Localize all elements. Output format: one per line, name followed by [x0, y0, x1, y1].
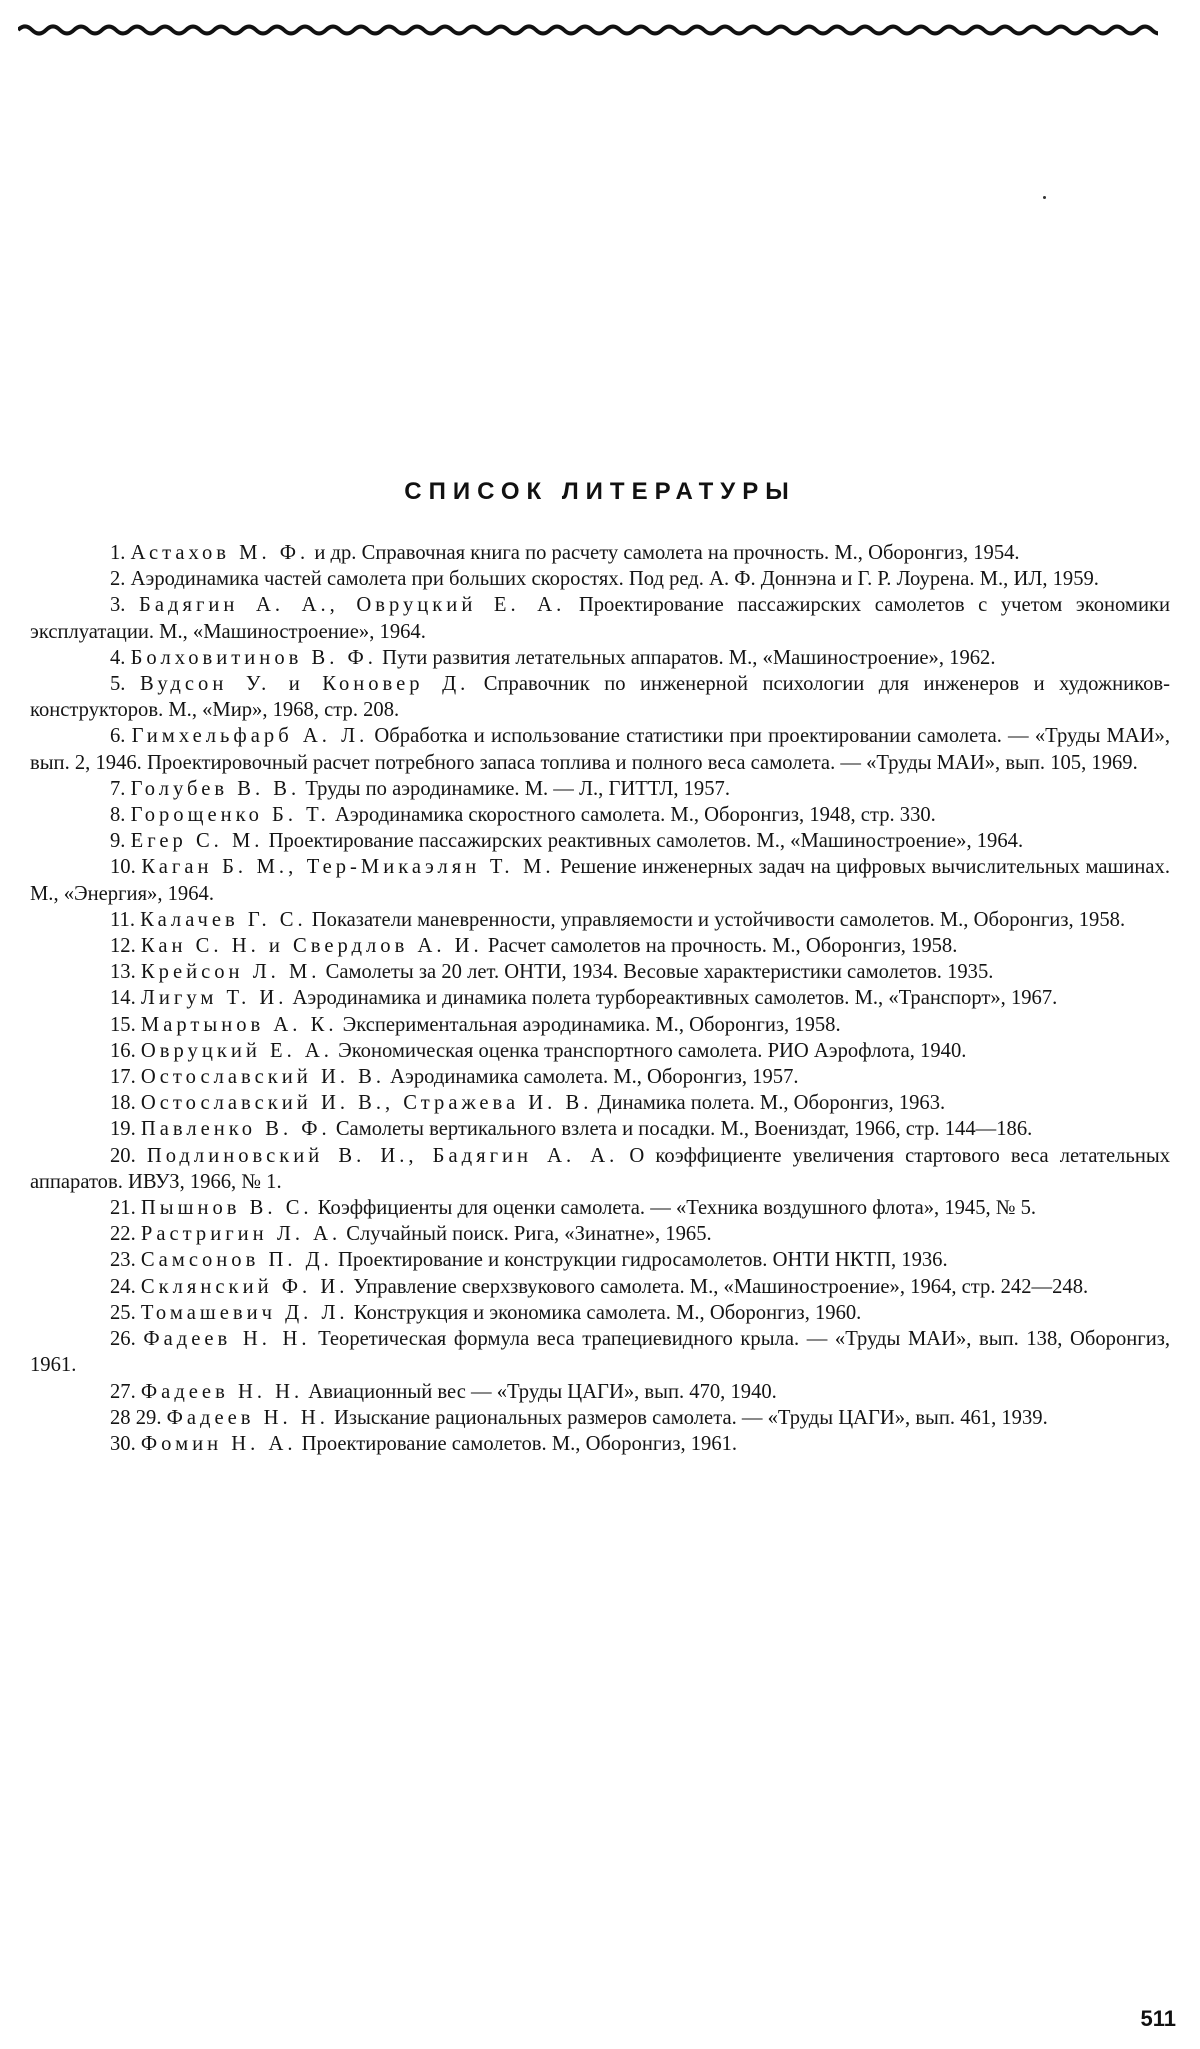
reference-authors: Болховитинов В. Ф.	[130, 646, 377, 669]
reference-entry	[30, 1195, 1170, 1221]
reference-text: Справочник по инженерной психологии для инженеров и художников-конструкторов. М., «Мир», 1968, стр. 208.	[30, 673, 1170, 722]
reference-entry	[30, 1090, 1170, 1116]
reference-number: 14.	[110, 987, 136, 1010]
reference-authors: Фадеев Н. Н.	[143, 1328, 311, 1351]
reference-list	[30, 540, 1170, 1457]
reference-entry	[30, 1116, 1170, 1142]
reference-authors: Голубев В. В.	[130, 777, 301, 800]
reference-number: 9.	[110, 830, 126, 853]
reference-number: 27.	[110, 1380, 136, 1403]
reference-text: Коэффициенты для оценки самолета. — «Техника воздушного флота», 1945, № 5.	[312, 1197, 1037, 1220]
reference-text: Конструкция и экономика самолета. М., Оборонгиз, 1960.	[348, 1301, 862, 1324]
reference-authors: Горощенко Б. Т.	[130, 804, 330, 827]
reference-entry	[30, 828, 1170, 854]
reference-authors: Вудсон У. и Коновер Д.	[139, 673, 470, 696]
reference-text: Динамика полета. М., Оборонгиз, 1963.	[592, 1092, 946, 1115]
reference-entry	[30, 907, 1170, 933]
reference-number: 5.	[110, 673, 126, 696]
reference-authors: Кан С. Н. и Свердлов А. И.	[140, 935, 483, 958]
reference-number: 30.	[110, 1432, 136, 1455]
reference-number: 10.	[110, 856, 136, 879]
reference-authors: Склянский Ф. И.	[140, 1275, 349, 1298]
reference-entry	[30, 566, 1170, 592]
reference-number: 15.	[110, 1013, 136, 1036]
reference-text: Аэродинамика и динамика полета турбореактивных самолетов. М., «Транспорт», 1967.	[287, 987, 1058, 1010]
reference-text: Изыскание рациональных размеров самолета. — «Труды ЦАГИ», вып. 461, 1939.	[328, 1406, 1048, 1429]
reference-entry	[30, 723, 1170, 775]
reference-entry	[30, 671, 1170, 723]
reference-number: 1.	[110, 542, 126, 564]
reference-entry	[30, 933, 1170, 959]
reference-number: 28 29.	[110, 1406, 162, 1429]
reference-text: Экспериментальная аэродинамика. М., Оборонгиз, 1958.	[337, 1013, 841, 1036]
reference-text: Проектирование самолетов. М., Оборонгиз, 1961.	[296, 1432, 738, 1455]
reference-number: 22.	[110, 1223, 136, 1246]
reference-text: Самолеты вертикального взлета и посадки. М., Воениздат, 1966, стр. 144—186.	[330, 1118, 1033, 1141]
reference-text: Обработка и использование статистики при проектировании самолета. — «Труды МАИ», вып. 2, 1946. Проектировочный расчет потребного запаса топлива и полного веса самолета. — «Труды МАИ», вып. 105, 1969.	[30, 725, 1170, 774]
reference-authors: Лигум Т. И.	[140, 987, 288, 1010]
reference-entry	[30, 1064, 1170, 1090]
print-speck	[1043, 196, 1046, 199]
reference-number: 24.	[110, 1275, 136, 1298]
reference-authors: Растригин Л. А.	[140, 1223, 342, 1246]
reference-authors: Калачев Г. С.	[140, 908, 307, 931]
reference-entry	[30, 1431, 1170, 1457]
reference-entry	[30, 1143, 1170, 1195]
reference-number: 26.	[110, 1328, 136, 1351]
reference-authors: Каган Б. М., Тер-Микаэлян Т. М.	[141, 856, 555, 879]
reference-text: Проектирование и конструкции гидросамолетов. ОНТИ НКТП, 1936.	[332, 1249, 948, 1272]
reference-text: Показатели маневренности, управляемости и устойчивости самолетов. М., Оборонгиз, 1958.	[306, 908, 1126, 931]
reference-text: Экономическая оценка транспортного самолета. РИО Аэрофлота, 1940.	[332, 1039, 967, 1062]
reference-number: 11.	[110, 908, 135, 931]
reference-number: 6.	[110, 725, 126, 748]
reference-number: 17.	[110, 1066, 136, 1089]
reference-text: Авиационный вес — «Труды ЦАГИ», вып. 470, 1940.	[303, 1380, 777, 1403]
reference-number: 13.	[110, 961, 136, 984]
reference-text: Пути развития летательных аппаратов. М., «Машиностроение», 1962.	[376, 646, 996, 669]
reference-authors: Астахов М. Ф.	[130, 542, 310, 564]
reference-entry	[30, 1300, 1170, 1326]
reference-authors: Фомин Н. А.	[140, 1432, 297, 1455]
reference-number: 16.	[110, 1039, 136, 1062]
reference-entry	[30, 802, 1170, 828]
reference-authors: Гимхельфарб А. Л.	[131, 725, 369, 748]
reference-number: 8.	[110, 804, 126, 827]
reference-entry	[30, 592, 1170, 644]
reference-text: и др. Справочная книга по расчету самолета на прочность. М., Оборонгиз, 1954.	[309, 542, 1020, 564]
reference-text: Труды по аэродинамике. М. — Л., ГИТТЛ, 1957.	[300, 777, 730, 800]
reference-text: Проектирование пассажирских реактивных самолетов. М., «Машиностроение», 1964.	[263, 830, 1024, 853]
reference-authors: Крейсон Л. М.	[140, 961, 321, 984]
reference-text: Аэродинамика самолета. М., Оборонгиз, 1957.	[385, 1066, 799, 1089]
reference-entry	[30, 1274, 1170, 1300]
reference-entry	[30, 854, 1170, 906]
reference-entry	[30, 1247, 1170, 1273]
reference-entry	[30, 959, 1170, 985]
reference-text: Теоретическая формула веса трапециевидного крыла. — «Труды МАИ», вып. 138, Оборонгиз, 1961.	[30, 1328, 1171, 1377]
reference-number: 2.	[110, 568, 126, 591]
reference-authors: Мартынов А. К.	[140, 1013, 338, 1036]
page-number: 511	[1140, 2006, 1176, 2031]
reference-text: Случайный поиск. Рига, «Зинатне», 1965.	[341, 1223, 712, 1246]
reference-authors: Остославский И. В., Стражева И. В.	[140, 1092, 593, 1115]
reference-entry	[30, 1379, 1170, 1405]
reference-authors: Бадягин А. А., Овруцкий Е. А.	[139, 594, 566, 617]
reference-authors: Овруцкий Е. А.	[140, 1039, 333, 1062]
reference-entry	[30, 776, 1170, 802]
reference-entry	[30, 1038, 1170, 1064]
reference-text: Аэродинамика частей самолета при больших скоростях. Под ред. А. Ф. Доннэна и Г. Р. Лоурена. М., ИЛ, 1959.	[130, 568, 1099, 591]
reference-number: 19.	[110, 1118, 136, 1141]
reference-text: Решение инженерных задач на цифровых вычислительных машинах. М., «Энергия», 1964.	[30, 856, 1170, 905]
decorative-wave-border	[18, 12, 1158, 48]
reference-text: Проектирование пассажирских самолетов с учетом экономики эксплуатации. М., «Машиностроение», 1964.	[30, 594, 1170, 643]
reference-authors: Подлиновский В. И., Бадягин А. А.	[146, 1144, 619, 1167]
reference-entry	[30, 1326, 1170, 1378]
reference-entry	[30, 645, 1170, 671]
reference-authors: Павленко В. Ф.	[140, 1118, 331, 1141]
reference-authors: Остославский И. В.	[140, 1066, 386, 1089]
reference-authors: Егер С. М.	[130, 830, 264, 853]
reference-number: 7.	[110, 777, 126, 800]
reference-entry	[30, 1405, 1170, 1431]
reference-text: Расчет самолетов на прочность. М., Оборонгиз, 1958.	[482, 935, 958, 958]
reference-authors: Фадеев Н. Н.	[166, 1406, 329, 1429]
reference-number: 3.	[110, 594, 126, 617]
reference-text: О коэффициенте увеличения стартового веса летательных аппаратов. ИВУЗ, 1966, № 1.	[30, 1144, 1170, 1193]
reference-number: 18.	[110, 1092, 136, 1115]
reference-entry	[30, 985, 1170, 1011]
reference-entry	[30, 1012, 1170, 1038]
reference-authors: Пышнов В. С.	[140, 1197, 313, 1220]
reference-authors: Самсонов П. Д.	[140, 1249, 333, 1272]
reference-authors: Фадеев Н. Н.	[140, 1380, 304, 1403]
reference-number: 4.	[110, 646, 126, 669]
reference-text: Управление сверхзвукового самолета. М., «Машиностроение», 1964, стр. 242—248.	[348, 1275, 1089, 1298]
reference-number: 23.	[110, 1249, 136, 1272]
reference-entry	[30, 1221, 1170, 1247]
reference-number: 20.	[110, 1144, 136, 1167]
reference-number: 21.	[110, 1197, 136, 1220]
reference-number: 12.	[110, 935, 136, 958]
reference-text: Самолеты за 20 лет. ОНТИ, 1934. Весовые характеристики самолетов. 1935.	[320, 961, 994, 984]
reference-entry	[30, 540, 1170, 566]
reference-authors: Томашевич Д. Л.	[140, 1301, 349, 1324]
reference-text: Аэродинамика скоростного самолета. М., Оборонгиз, 1948, стр. 330.	[329, 804, 936, 827]
page-title: СПИСОК ЛИТЕРАТУРЫ	[404, 478, 796, 505]
reference-number: 25.	[110, 1301, 136, 1324]
